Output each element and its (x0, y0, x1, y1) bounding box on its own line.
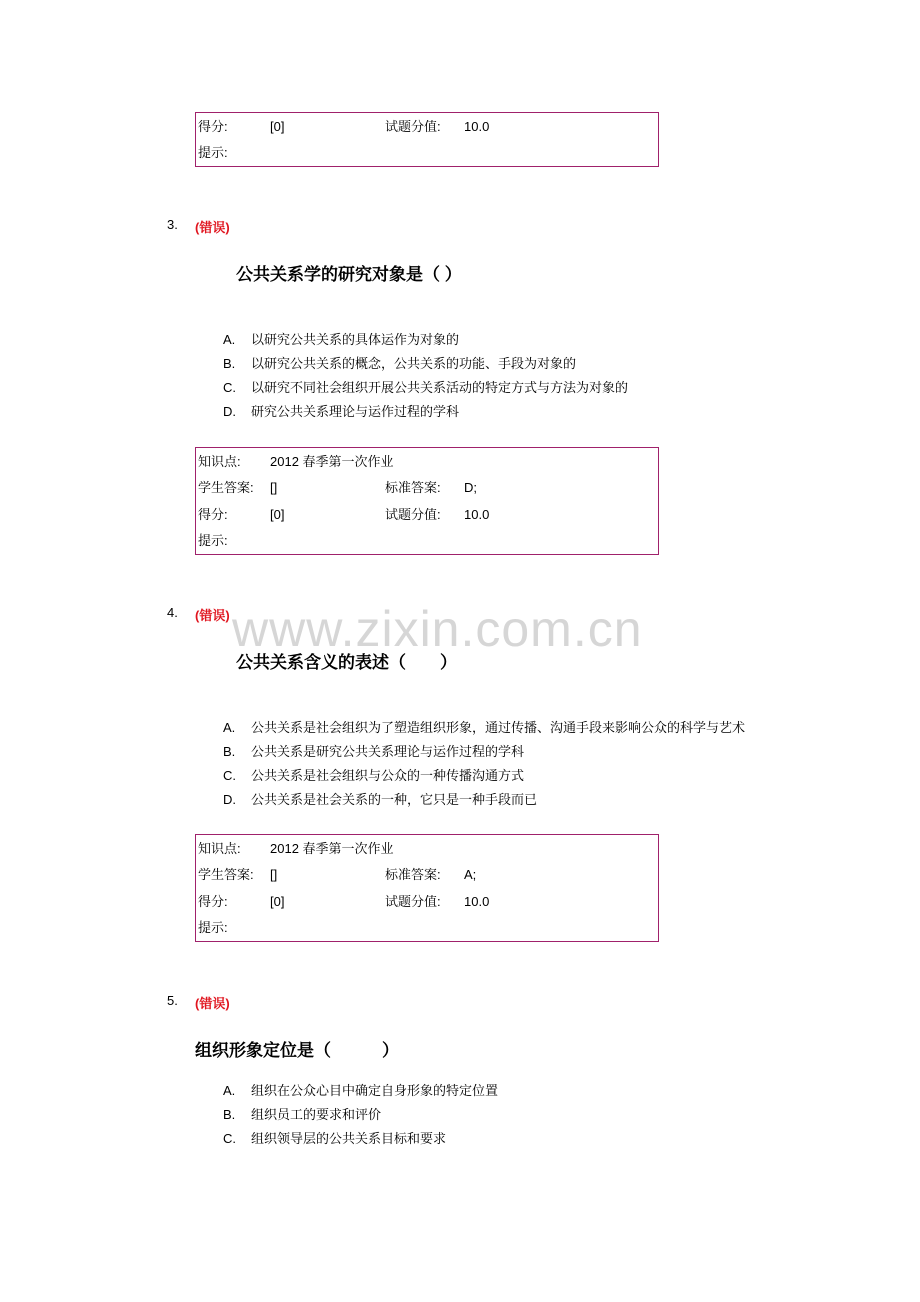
option-letter: D. (223, 404, 236, 419)
info-box (195, 834, 659, 942)
option-b (223, 742, 524, 762)
option-a (223, 1081, 498, 1101)
option-letter: A. (223, 1083, 236, 1098)
info-row-hint (196, 143, 658, 163)
option-text: 组织员工的要求和评价 (251, 1107, 382, 1122)
info-row-hint (196, 531, 658, 551)
hint-label: 提示: (198, 920, 228, 935)
score-label: 得分: (198, 507, 228, 522)
option-text: 以研究公共关系的具体运作为对象的 (251, 332, 460, 347)
option-letter: D. (223, 792, 236, 807)
score-value: [0] (270, 119, 285, 134)
info-row-score (196, 892, 658, 912)
option-letter: B. (223, 744, 236, 759)
question-status: (错误) (195, 608, 230, 623)
knowledge-value: 2012 春季第一次作业 (270, 841, 394, 856)
question-title: 公共关系学的研究对象是（ ） (236, 265, 462, 284)
score-label: 得分: (198, 119, 228, 134)
info-row-knowledge (196, 839, 658, 859)
question-value: 10.0 (464, 894, 490, 909)
option-a (223, 718, 745, 738)
info-row-answers (196, 478, 658, 498)
question-number: 3. (167, 217, 178, 232)
option-letter: B. (223, 356, 236, 371)
watermark-text: www.zixin.com.cn (232, 601, 643, 657)
question-status: (错误) (195, 220, 230, 235)
student-answer-value: [] (270, 480, 278, 495)
standard-answer-value: A; (464, 867, 477, 882)
score-value: [0] (270, 894, 285, 909)
question-title: 组织形象定位是（ ） (195, 1041, 399, 1060)
option-letter: B. (223, 1107, 236, 1122)
option-b (223, 1105, 381, 1125)
option-b (223, 354, 576, 374)
hint-label: 提示: (198, 533, 228, 548)
option-text: 研究公共关系理论与运作过程的学科 (251, 404, 460, 419)
standard-answer-value: D; (464, 480, 477, 495)
option-letter: A. (223, 720, 236, 735)
option-text: 组织在公众心目中确定自身形象的特定位置 (251, 1083, 499, 1098)
option-letter: C. (223, 1131, 236, 1146)
option-a (223, 330, 459, 350)
knowledge-label: 知识点: (198, 841, 241, 856)
option-text: 组织领导层的公共关系目标和要求 (251, 1131, 447, 1146)
knowledge-value: 2012 春季第一次作业 (270, 454, 394, 469)
score-label: 得分: (198, 894, 228, 909)
option-letter: C. (223, 768, 236, 783)
question-value-label: 试题分值: (385, 119, 441, 134)
info-row-score (196, 117, 658, 137)
question-value: 10.0 (464, 119, 490, 134)
score-value: [0] (270, 507, 285, 522)
option-text: 以研究公共关系的概念，公共关系的功能、手段为对象的 (251, 356, 577, 371)
option-text: 公共关系是研究公共关系理论与运作过程的学科 (251, 744, 525, 759)
option-text: 以研究不同社会组织开展公共关系活动的特定方式与方法为对象的 (251, 380, 629, 395)
knowledge-label: 知识点: (198, 454, 241, 469)
info-row-score (196, 505, 658, 525)
question-value-label: 试题分值: (385, 507, 441, 522)
option-letter: A. (223, 332, 236, 347)
option-letter: C. (223, 380, 236, 395)
info-row-hint (196, 918, 658, 938)
student-answer-label: 学生答案: (198, 867, 254, 882)
option-c (223, 378, 628, 398)
question-status: (错误) (195, 996, 230, 1011)
question-number: 4. (167, 605, 178, 620)
hint-label: 提示: (198, 145, 228, 160)
question-value-label: 试题分值: (385, 894, 441, 909)
option-text: 公共关系是社会关系的一种，它只是一种手段而已 (251, 792, 538, 807)
option-c (223, 1129, 446, 1149)
info-row-answers (196, 865, 658, 885)
question-value: 10.0 (464, 507, 490, 522)
option-d (223, 402, 459, 422)
option-d (223, 790, 537, 810)
info-box (195, 447, 659, 555)
option-text: 公共关系是社会组织为了塑造组织形象，通过传播、沟通手段来影响公众的科学与艺术 (251, 720, 746, 735)
info-row-knowledge (196, 452, 658, 472)
student-answer-label: 学生答案: (198, 480, 254, 495)
question-title: 公共关系含义的表述（ ） (236, 653, 457, 672)
option-c (223, 766, 524, 786)
question-number: 5. (167, 993, 178, 1008)
student-answer-value: [] (270, 867, 278, 882)
option-text: 公共关系是社会组织与公众的一种传播沟通方式 (251, 768, 525, 783)
standard-answer-label: 标准答案: (385, 480, 441, 495)
standard-answer-label: 标准答案: (385, 867, 441, 882)
info-box-q2 (195, 112, 659, 167)
